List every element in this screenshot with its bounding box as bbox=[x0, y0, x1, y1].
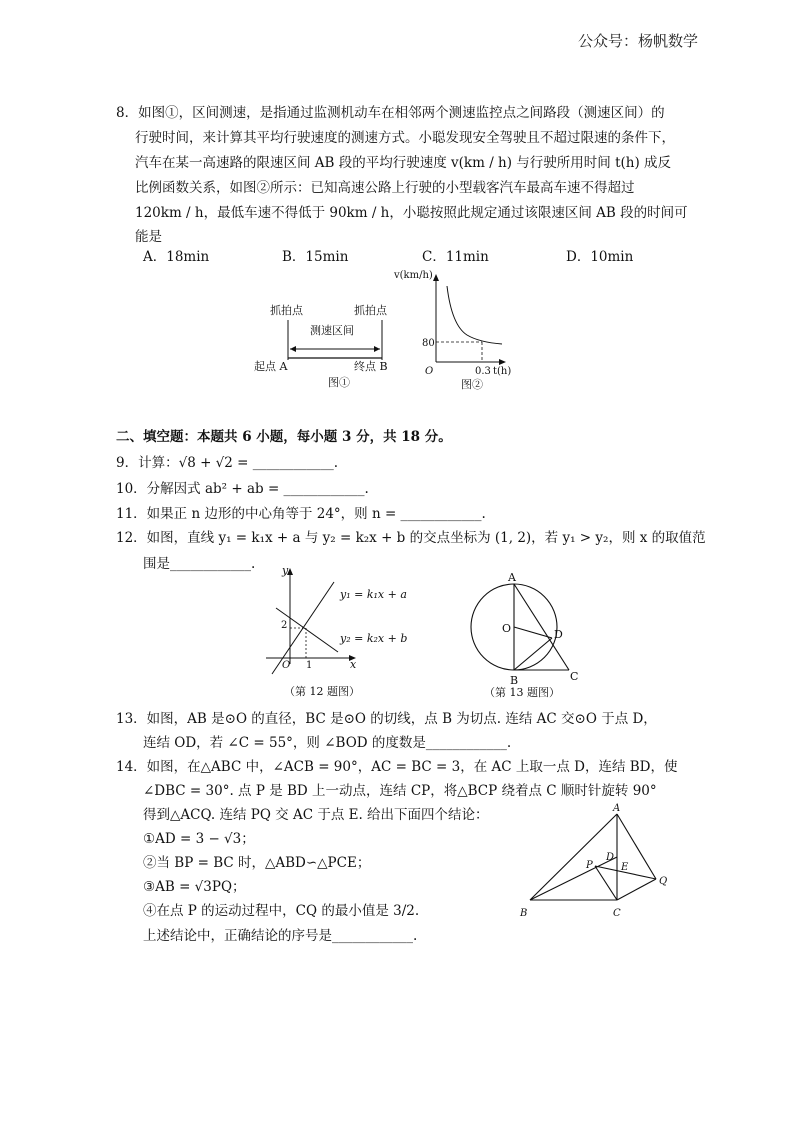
fig2-y-label: v(km/h) bbox=[394, 270, 433, 281]
question-10: 10．分解因式 ab² + ab = ____________. bbox=[116, 481, 369, 497]
fig12-one: 1 bbox=[306, 660, 313, 671]
fig13-a: A bbox=[508, 571, 516, 584]
fig13-b: B bbox=[510, 674, 519, 687]
fig2-caption: 图② bbox=[461, 378, 483, 391]
fig1-caption: 图① bbox=[328, 376, 350, 389]
fig12-y-label: y bbox=[282, 564, 289, 577]
fig14-e: E bbox=[621, 862, 629, 873]
fig13-c: C bbox=[570, 670, 579, 683]
q8-line-6: 能是 bbox=[135, 229, 162, 245]
q8-line-4: 比例函数关系，如图②所示：已知高速公路上行驶的小型载客汽车最高车速不得超过 bbox=[135, 180, 635, 196]
figure-14-triangle bbox=[516, 800, 676, 928]
fig1-capture-right: 抓拍点 bbox=[354, 304, 387, 317]
question-14-line-3: 得到△ACQ. 连结 PQ 交 AC 于点 E. 给出下面四个结论： bbox=[143, 807, 489, 823]
fig13-d: D bbox=[554, 628, 563, 641]
fig14-p: P bbox=[586, 860, 593, 871]
fig14-b: B bbox=[520, 908, 528, 919]
question-12-line-1: 12．如图，直线 y₁ = k₁x + a 与 y₂ = k₂x + b 的交点坐标为 (1, 2)，若 y₁ > y₂，则 x 的取值范 bbox=[116, 530, 706, 546]
question-13-line-1: 13．如图，AB 是⊙O 的直径，BC 是⊙O 的切线，点 B 为切点. 连结 AC 交⊙O 于点 D， bbox=[116, 711, 657, 727]
fig14-d: D bbox=[606, 852, 615, 863]
q8-line-2: 行驶时间，来计算其平均行驶速度的测速方式。小聪发现安全驾驶且不超过限速的条件下， bbox=[135, 130, 675, 146]
fig12-caption: （第 12 题图） bbox=[284, 685, 360, 698]
figure-2-vt-graph bbox=[392, 266, 522, 392]
watermark: 公众号：杨帆数学 bbox=[577, 32, 698, 50]
question-13-line-2: 连结 OD，若 ∠C = 55°，则 ∠BOD 的度数是____________. bbox=[143, 735, 512, 751]
q8-line-5: 120km / h，最低车速不得低于 90km / h，小聪按照此规定通过该限速区间 AB 段的时间可 bbox=[135, 205, 688, 221]
fig1-end-label: 终点 B bbox=[354, 360, 388, 373]
q8-option-d: D．10min bbox=[566, 249, 634, 265]
q14-last-line: 上述结论中，正确结论的序号是____________. bbox=[143, 928, 418, 944]
fig2-80-label: 80 bbox=[422, 338, 435, 349]
q14-conclusion-3: ③AB = √3PQ； bbox=[143, 879, 246, 895]
fig1-start-label: 起点 A bbox=[254, 360, 288, 373]
fig2-origin: O bbox=[425, 366, 434, 377]
fig12-line2-label: y₂ = k₂x + b bbox=[340, 632, 408, 645]
fig12-origin: O bbox=[282, 660, 291, 671]
q14-conclusion-4: ④在点 P 的运动过程中，CQ 的最小值是 3/2. bbox=[143, 903, 420, 919]
fig13-caption: （第 13 题图） bbox=[484, 686, 560, 699]
question-14-line-2: ∠DBC = 30°. 点 P 是 BD 上一动点，连结 CP，将△BCP 绕着点 C 顺时针旋转 90° bbox=[143, 783, 657, 799]
q8-line-1: 8．如图①，区间测速，是指通过监测机动车在相邻两个测速监控点之间路段（测速区间）的 bbox=[116, 105, 665, 121]
q8-option-b: B．15min bbox=[282, 249, 349, 265]
section-2-heading: 二、填空题：本题共 6 小题，每小题 3 分，共 18 分。 bbox=[116, 429, 452, 445]
figure-12-lines bbox=[262, 562, 412, 700]
question-14-line-1: 14．如图，在△ABC 中，∠ACB = 90°，AC = BC = 3，在 AC 上取一点 D，连结 BD，使 bbox=[116, 759, 678, 775]
fig12-line1-label: y₁ = k₁x + a bbox=[340, 588, 407, 601]
fig2-03-label: 0.3 bbox=[475, 366, 491, 377]
q14-conclusion-2: ②当 BP = BC 时，△ABD∽△PCE； bbox=[143, 855, 371, 871]
q8-option-c: C．11min bbox=[422, 249, 489, 265]
fig13-o: O bbox=[502, 622, 512, 635]
fig1-capture-left: 抓拍点 bbox=[270, 304, 303, 317]
q8-line-3: 汽车在某一高速路的限速区间 AB 段的平均行驶速度 v(km / h) 与行驶所用时间 t(h) 成反 bbox=[135, 155, 672, 171]
fig12-x-label: x bbox=[350, 658, 357, 671]
question-12-line-2: 围是____________. bbox=[143, 556, 256, 572]
fig14-c: C bbox=[613, 908, 621, 919]
question-9: 9．计算：√8 + √2 = ____________. bbox=[116, 455, 339, 471]
fig12-two: 2 bbox=[281, 620, 288, 631]
fig2-x-label: t(h) bbox=[493, 366, 512, 377]
fig14-q: Q bbox=[659, 876, 668, 887]
question-11: 11．如果正 n 边形的中心角等于 24°，则 n = ____________. bbox=[116, 506, 486, 522]
figure-13-circle bbox=[466, 566, 596, 700]
fig14-a: A bbox=[613, 803, 621, 814]
fig1-zone-label: 测速区间 bbox=[310, 324, 354, 337]
q8-option-a: A．18min bbox=[143, 249, 210, 265]
q14-conclusion-1: ①AD = 3 − √3； bbox=[143, 831, 255, 847]
figure-1-speed-zone bbox=[250, 300, 410, 392]
